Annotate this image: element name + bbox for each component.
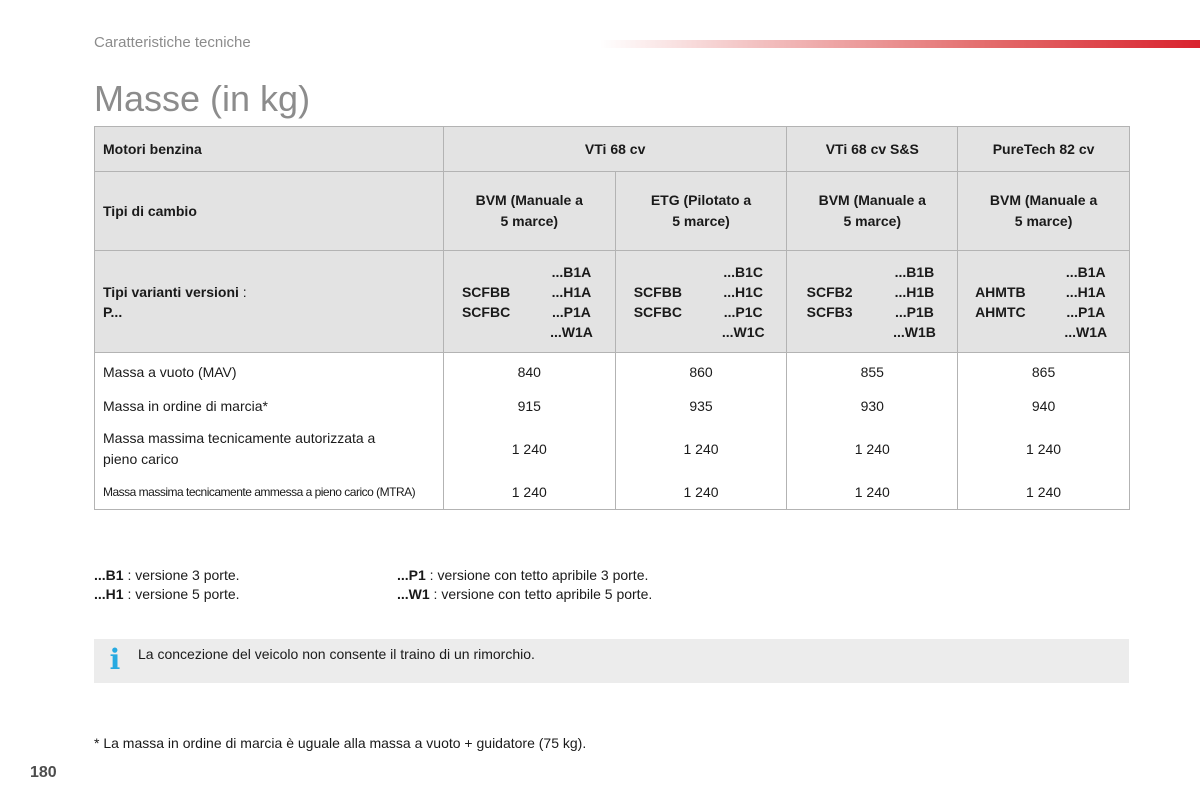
variant-code: SCFB2	[806, 283, 853, 300]
variant-suffix: ...W1A	[550, 323, 593, 340]
mass-value: 1 240	[958, 475, 1130, 510]
legend-code: ...P1	[397, 567, 426, 583]
gearbox-line: 5 marce)	[672, 213, 730, 229]
mass-value: 1 240	[443, 475, 615, 510]
row-label-engine: Motori benzina	[95, 127, 444, 172]
info-icon: i	[109, 643, 121, 676]
gearbox-line: 5 marce)	[1014, 213, 1073, 229]
mass-value: 840	[443, 353, 615, 390]
mass-value: 935	[615, 389, 787, 423]
variant-suffix: ...W1B	[893, 323, 936, 340]
row-label: Massa a vuoto (MAV)	[95, 353, 444, 390]
variant-suffix: ...H1C	[723, 283, 764, 300]
section-title: Caratteristiche tecniche	[94, 34, 251, 51]
engine-vti68-ss: VTi 68 cv S&S	[787, 127, 958, 172]
gearbox-cell	[958, 172, 1130, 251]
gearbox-line: BVM (Manuale a	[475, 192, 583, 208]
mass-value: 1 240	[615, 475, 787, 510]
variant-suffix: ...P1A	[552, 303, 591, 320]
legend-left	[94, 566, 240, 604]
variant-suffixes	[872, 251, 958, 353]
variant-codes	[615, 251, 700, 353]
engine-vti68: VTi 68 cv	[443, 127, 787, 172]
variants-row	[95, 251, 1130, 353]
row-label-gearbox: Tipi di cambio	[95, 172, 444, 251]
variant-suffix: ...H1A	[1065, 283, 1106, 300]
mass-value: 940	[958, 389, 1130, 423]
row-label-mtra: Massa massima tecnicamente ammessa a pieno carico (MTRA)	[103, 485, 416, 499]
info-box	[94, 639, 1129, 683]
info-text: La concezione del veicolo non consente il traino di un rimorchio.	[138, 646, 535, 662]
mass-value: 1 240	[787, 475, 958, 510]
legend-item	[397, 585, 652, 604]
header-accent-bar	[600, 40, 1200, 48]
legend-text: : versione con tetto apribile 5 porte.	[429, 586, 653, 602]
gearbox-line: 5 marce)	[500, 213, 559, 229]
gearbox-cell	[615, 172, 787, 251]
row-label-line: pieno carico	[103, 451, 179, 467]
row-label	[95, 475, 444, 510]
legend-right	[397, 566, 652, 604]
row-label	[95, 423, 444, 475]
variant-suffix: ...W1C	[721, 323, 765, 340]
variant-suffix: ...B1B	[894, 263, 935, 280]
legend-item	[94, 566, 240, 585]
variant-suffix: ...H1B	[894, 283, 935, 300]
variants-label-prefix: P...	[103, 303, 123, 320]
variant-suffix: ...P1B	[895, 303, 934, 320]
gearbox-line: 5 marce)	[843, 213, 902, 229]
variants-label-sep: :	[238, 283, 247, 300]
table-row	[95, 353, 1130, 390]
variant-code: SCFBB	[633, 283, 682, 300]
variant-suffix: ...B1A	[551, 263, 592, 280]
engine-puretech82: PureTech 82 cv	[958, 127, 1130, 172]
variant-codes	[787, 251, 872, 353]
gearbox-row	[95, 172, 1130, 251]
gearbox-cell	[787, 172, 958, 251]
legend-text: : versione 5 porte.	[123, 586, 240, 602]
mass-value: 1 240	[615, 423, 787, 475]
variant-code: SCFBC	[633, 303, 682, 320]
variant-code: SCFB3	[806, 303, 853, 320]
legend-code: ...W1	[397, 586, 430, 602]
variant-suffix: ...P1A	[1066, 303, 1106, 320]
mass-value: 1 240	[958, 423, 1130, 475]
gearbox-line: BVM (Manuale a	[818, 192, 926, 208]
variant-codes	[443, 251, 528, 353]
variant-code: SCFBC	[461, 303, 511, 320]
variants-label: Tipi varianti versioni	[103, 283, 239, 300]
mass-value: 930	[787, 389, 958, 423]
variant-suffix: ...W1A	[1064, 323, 1108, 340]
mass-table	[94, 126, 1130, 510]
legend-item	[94, 585, 240, 604]
variant-code: SCFBB	[461, 283, 511, 300]
mass-value: 915	[443, 389, 615, 423]
legend-text: : versione con tetto apribile 3 porte.	[425, 567, 649, 583]
table-row	[95, 423, 1130, 475]
legend-code: ...H1	[94, 586, 124, 602]
footnote: * La massa in ordine di marcia è uguale alla massa a vuoto + guidatore (75 kg).	[94, 735, 587, 751]
variant-suffix: ...P1C	[723, 303, 763, 320]
table-row	[95, 475, 1130, 510]
variant-codes	[958, 251, 1043, 353]
row-label-line: Massa massima tecnicamente autorizzata a	[103, 430, 376, 446]
gearbox-line: ETG (Pilotato a	[650, 192, 752, 208]
variant-code: AHMTC	[975, 303, 1026, 320]
page-number: 180	[30, 764, 57, 781]
mass-value: 855	[787, 353, 958, 390]
gearbox-line: BVM (Manuale a	[989, 192, 1098, 208]
variant-suffixes	[528, 251, 615, 353]
legend-text: : versione 3 porte.	[123, 567, 240, 583]
mass-value: 865	[958, 353, 1130, 390]
mass-value: 860	[615, 353, 787, 390]
variant-suffix: ...H1A	[551, 283, 592, 300]
gearbox-cell	[443, 172, 615, 251]
mass-value: 1 240	[443, 423, 615, 475]
legend-code: ...B1	[94, 567, 124, 583]
page-title: Masse (in kg)	[94, 78, 311, 119]
legend-item	[397, 566, 652, 585]
variant-suffix: ...B1C	[723, 263, 764, 280]
mass-value: 1 240	[787, 423, 958, 475]
row-label: Massa in ordine di marcia*	[95, 389, 444, 423]
variant-suffixes	[700, 251, 787, 353]
variant-code: AHMTB	[975, 283, 1026, 300]
variant-suffixes	[1043, 251, 1130, 353]
row-label-variants	[95, 251, 444, 353]
engine-row	[95, 127, 1130, 172]
table-row	[95, 389, 1130, 423]
variant-suffix: ...B1A	[1065, 263, 1106, 280]
